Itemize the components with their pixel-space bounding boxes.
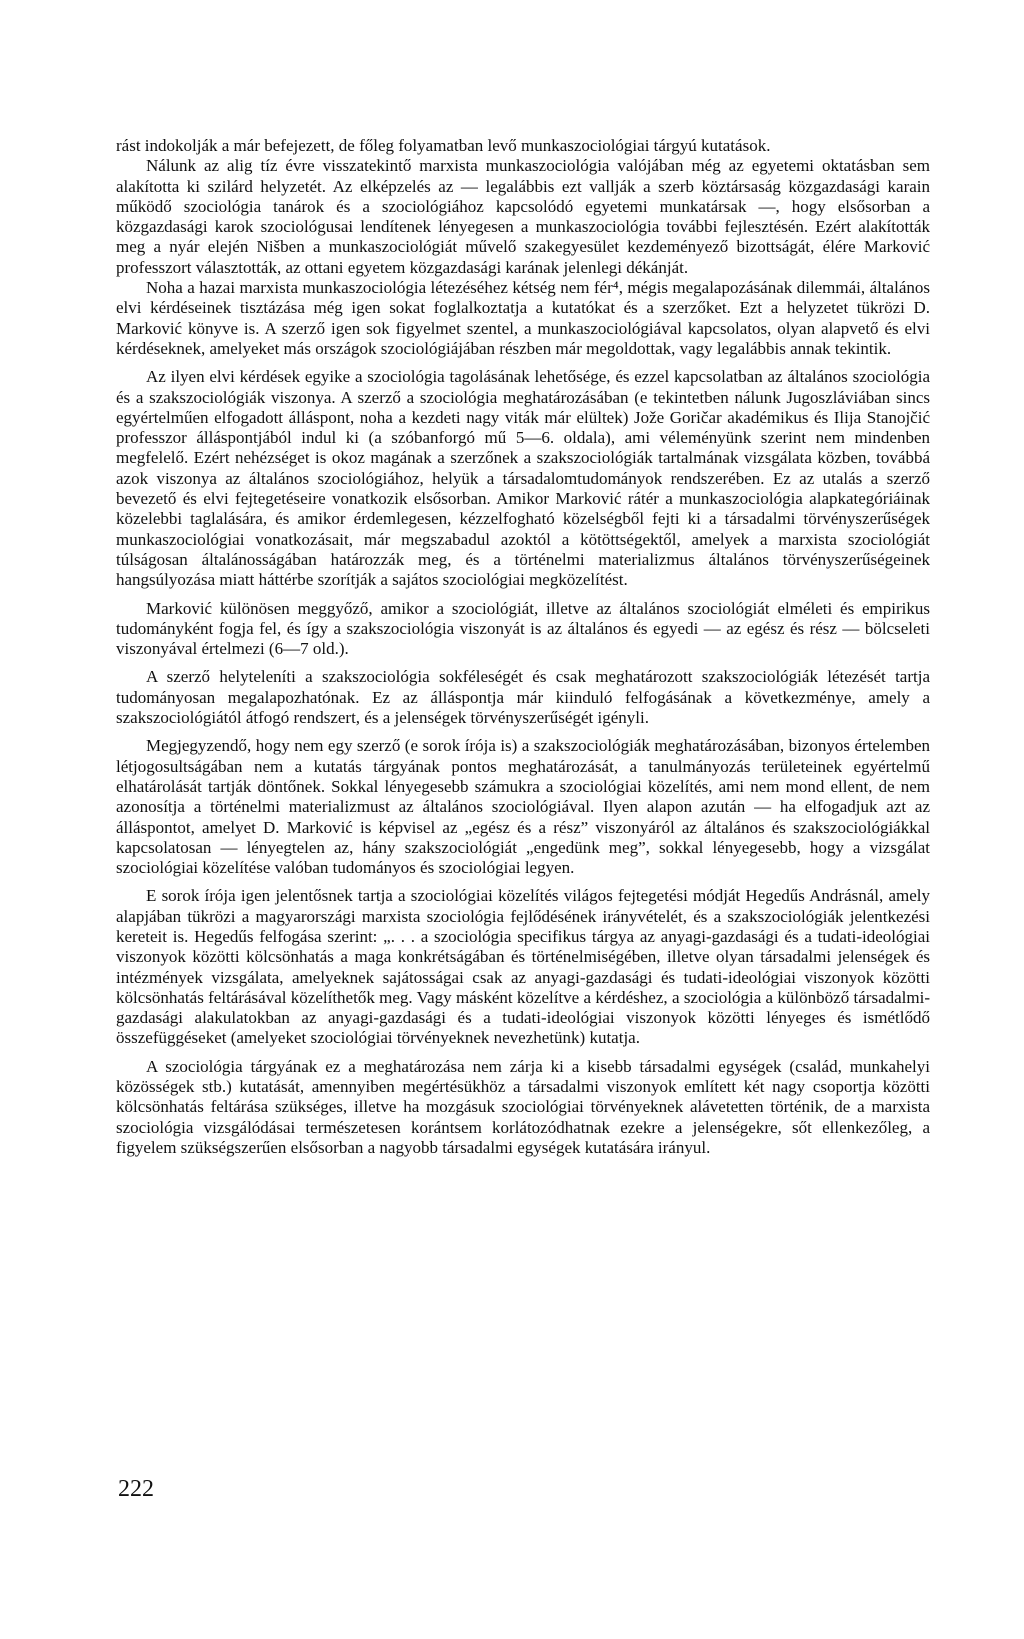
paragraph: A szerző helyteleníti a szakszociológia sokféleségét és csak meghatározott szakszociológiák létezését tartja tudományosan megalapozhatónak. Ez az álláspontja már kiinduló felfogásának a következménye, amely a szakszociológiától átfogó rendszert, és a jelenségek törvényszerűségét igényli. <box>116 667 930 728</box>
paragraph: Az ilyen elvi kérdések egyike a szociológia tagolásának lehetősége, és ezzel kapcsolatban az általános szociológia és a szakszociológiák viszonya. A szerző a szociológia meghatározásában (e tekintetben nálunk Jugoszláviában sincs egyértelműen elfogadott álláspont, noha a kezdeti nagy viták már elültek) Jože Goričar akadémikus és Ilija Stanojčić professzor álláspontjából indul ki (a szóbanforgó mű 5—6. oldala), ami véleményünk szerint nem mindenben megfelelő. Ezért nehézséget is okoz magának a szerzőnek a szakszociológiák tartalmának vizsgálata közben, továbbá azok viszonya az általános szociológiához, helyük a társadalomtudományok rendszerében. Ez az utalás a szerző bevezető és elvi fejtegetéseire vonatkozik elsősorban. Amikor Marković rátér a munkaszociológia alapkategóriáinak közelebbi taglalására, és amikor érdemlegesen, kézzelfogható közelségből fejti ki a társadalmi törvényszerűségek munkaszociológiai vonatkozásait, már megszabadul azoktól a kötöttségektől, amelyek a marxista szociológiát túlságosan általánosságában határozzák meg, és a történelmi materializmus általános törvényszerűségeinek hangsúlyozása miatt háttérbe szorítják a sajátos szociológiai megközelítést. <box>116 367 930 590</box>
paragraph: Nálunk az alig tíz évre visszatekintő marxista munkaszociológia valójában még az egyetemi oktatásban sem alakította ki szilárd helyzetét. Az elképzelés az — legalábbis ezt vallják a szerb köztársaság közgazdasági karain működő szociológia tanárok és a szociológiához kapcsolódó egyetemi munkatársak —, hogy elsősorban a közgazdasági karok szociológusai lendítenek lényegesen a munkaszociológia további fejlesztésén. Ezért alakították meg a nyár elején Nišben a munkaszociológiát művelő szakegyesület kezdeményező bizottságát, élére Marković professzort választották, az ottani egyetem közgazdasági karának jelenlegi dékánját. <box>116 156 930 277</box>
paragraph: Megjegyzendő, hogy nem egy szerző (e sorok írója is) a szakszociológiák meghatározásában, bizonyos értelemben létjogosultságában nem a kutatás tárgyának pontos meghatározását, a tanulmányozás területeinek egyértelmű elhatárolását tartják döntőnek. Sokkal lényegesebb számukra a szociológiai közelítés, ami nem mond ellent, de nem azonosítja a történelmi materializmust az általános szociológiával. Ilyen alapon azután — ha elfogadjuk azt az álláspontot, amelyet D. Marković is képvisel az „egész és a rész” viszonyáról az általános és szakszociológiákkal kapcsolatosan — lényegtelen az, hány szakszociológiát „engedünk meg”, sokkal lényegesebb, hogy a vizsgálat szociológiai közelítése valóban tudományos és szociológiai legyen. <box>116 736 930 878</box>
paragraph-continuation: rást indokolják a már befejezett, de főleg folyamatban levő munkaszociológiai tárgyú kutatások. <box>116 136 771 155</box>
paragraph: Noha a hazai marxista munkaszociológia létezéséhez kétség nem fér⁴, mégis megalapozásának dilemmái, általános elvi kérdéseinek tisztázása még igen sokat foglalkoztatja a kutatókat és a szerzőket. Ezt a helyzetet tükrözi D. Marković könyve is. A szerző igen sok figyelmet szentel, a munkaszociológiával kapcsolatos, olyan alapvető és elvi kérdéseknek, amelyeket más országok szociológiájában részben már megoldottak, vagy legalábbis annak tekintik. <box>116 278 930 358</box>
paragraph: E sorok írója igen jelentősnek tartja a szociológiai közelítés világos fejtegetési módját Hegedűs Andrásnál, amely alapjában tükrözi a magyarországi marxista szociológia fejlődésének irányvételét, és a szakszociológiák jelentkezési kereteit is. Hegedűs felfogása szerint: „. . . a szociológia specifikus tárgya az anyagi-gazdasági és a tudati-ideológiai viszonyok közötti kölcsönhatás a maga konkrétságában és történelmiségében, illetve olyan társadalmi jelenségek és intézmények vizsgálata, amelyeknek sajátosságai csak az anyagi-gazdasági és tudati-ideológiai viszonyok közötti kölcsönhatás feltárásával közelíthetők meg. Vagy másként közelítve a kérdéshez, a szociológia a különböző társadalmi-gazdasági alakulatokban az anyagi-gazdasági és a tudati-ideológiai viszonyok közötti lényeges és ismétlődő összefüggéseket (amelyeket szociológiai törvényeknek nevezhetünk) kutatja. <box>116 886 930 1048</box>
body-text <box>116 136 930 1158</box>
paragraph: A szociológia tárgyának ez a meghatározása nem zárja ki a kisebb társadalmi egységek (család, munkahelyi közösségek stb.) kutatását, amennyiben megértésükhöz a társadalmi viszonyok említett két nagy csoportja közötti kölcsönhatás feltárása szükséges, illetve ha mozgásuk szociológiai törvényeknek alávetetten történik, de a marxista szociológia vizsgálódásai természetesen korántsem korlátozódhatnak ezekre a jelenségekre, sőt ellenkezőleg, a figyelem szükségszerűen elsősorban a nagyobb társadalmi egységek kutatására irányul. <box>116 1056 930 1157</box>
paragraph: Marković különösen meggyőző, amikor a szociológiát, illetve az általános szociológiát elméleti és empirikus tudományként fogja fel, és így a szakszociológia viszonyát is az általános és egyedi — az egész és rész — bölcseleti viszonyával értelmezi (6—7 old.). <box>116 598 930 659</box>
page-number: 222 <box>118 1476 154 1502</box>
